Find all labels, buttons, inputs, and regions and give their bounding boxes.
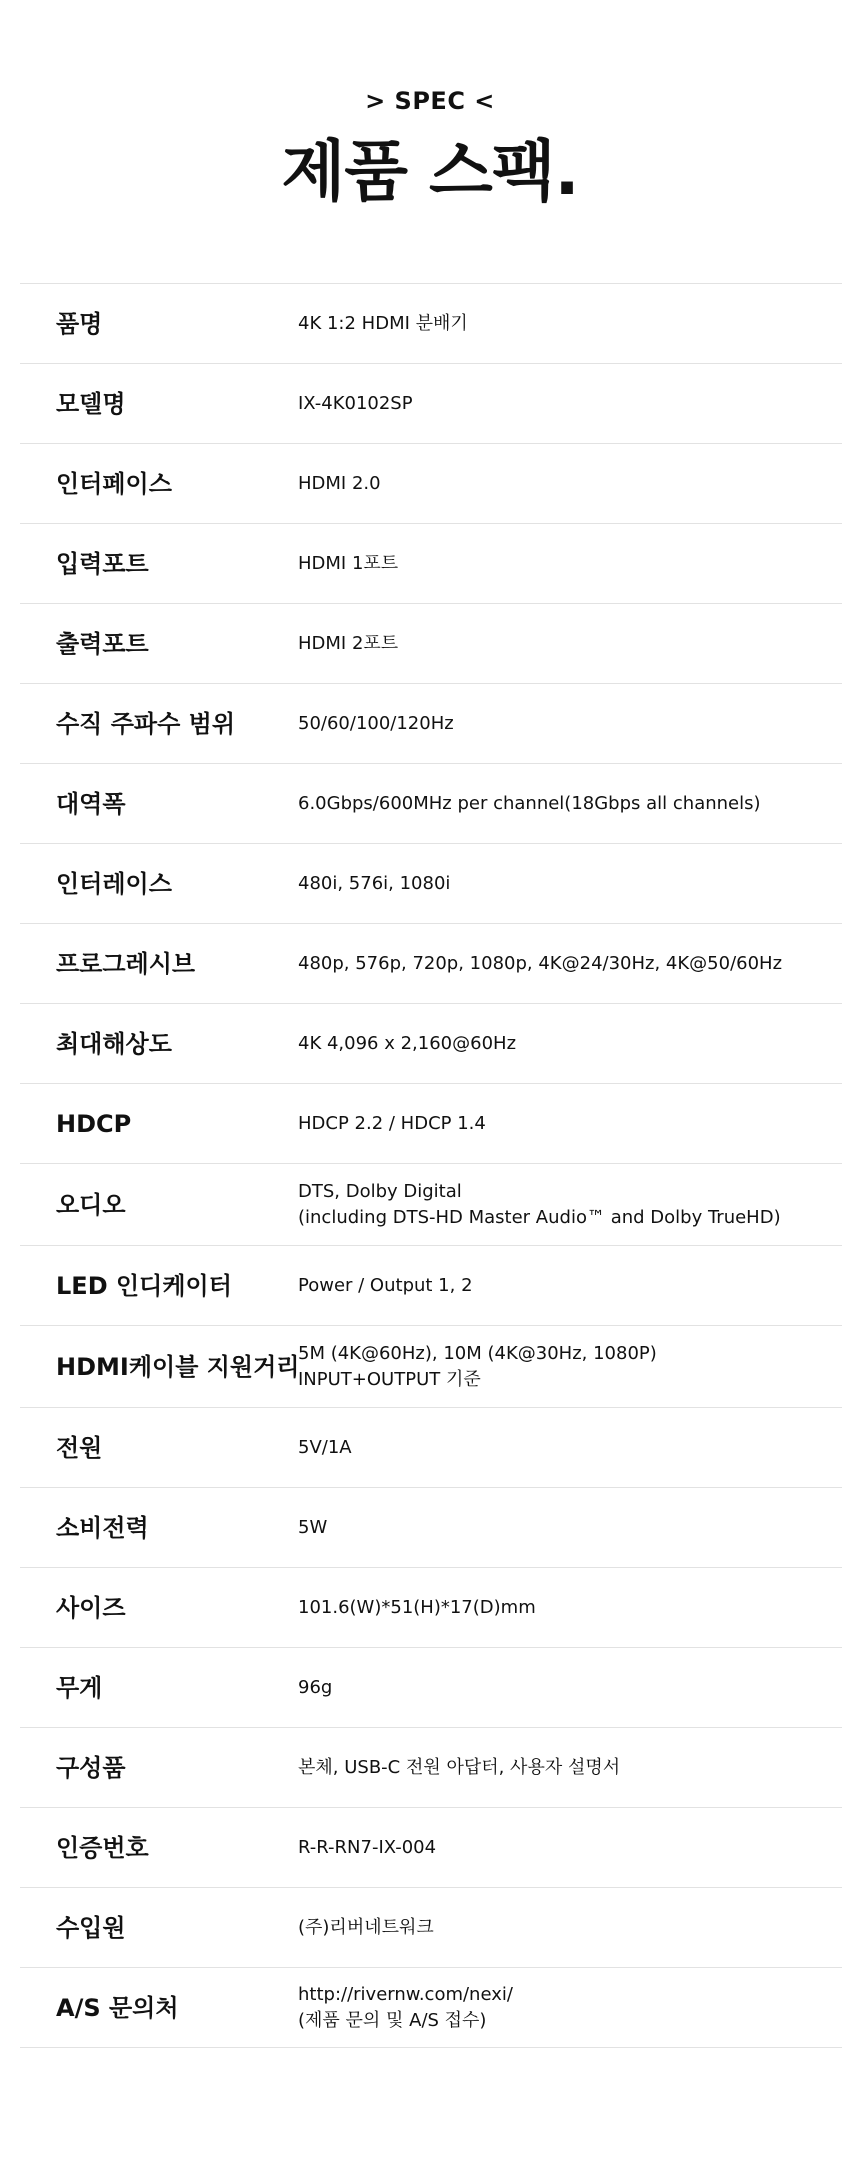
spec-value-line: DTS, Dolby Digital <box>298 1180 462 1202</box>
spec-value <box>298 1595 842 1621</box>
spec-label: 수입원 <box>56 1913 126 1942</box>
spec-value <box>298 1982 842 2034</box>
spec-value <box>298 1341 842 1393</box>
spec-label: LED 인디케이터 <box>56 1271 232 1300</box>
spec-label: 입력포트 <box>56 549 149 578</box>
spec-label: 구성품 <box>56 1753 126 1782</box>
spec-value <box>298 1835 842 1861</box>
spec-value-line: http://rivernw.com/nexi/ <box>298 1983 513 2005</box>
spec-value-line: INPUT+OUTPUT 기준 <box>298 1368 481 1390</box>
spec-row <box>20 1968 842 2048</box>
spec-row <box>20 604 842 684</box>
spec-row <box>20 1408 842 1488</box>
spec-label: 프로그레시브 <box>56 949 196 978</box>
spec-value-line: HDMI 2.0 <box>298 472 381 494</box>
spec-row <box>20 444 842 524</box>
spec-row <box>20 1888 842 1968</box>
spec-row <box>20 1164 842 1246</box>
spec-value-line: 5V/1A <box>298 1436 352 1458</box>
spec-label: 소비전력 <box>56 1513 149 1542</box>
spec-row <box>20 844 842 924</box>
spec-value <box>298 1111 842 1137</box>
spec-value <box>298 1515 842 1541</box>
spec-value-line: (주)리버네트워크 <box>298 1916 434 1938</box>
spec-value-line: HDCP 2.2 / HDCP 1.4 <box>298 1112 486 1134</box>
spec-table <box>20 283 842 2048</box>
spec-value-line: 96g <box>298 1676 333 1698</box>
spec-label: 전원 <box>56 1433 103 1462</box>
spec-row <box>20 924 842 1004</box>
spec-value <box>298 791 842 817</box>
spec-value-line: R-R-RN7-IX-004 <box>298 1836 437 1858</box>
spec-value <box>298 471 842 497</box>
spec-label: 모델명 <box>56 389 126 418</box>
spec-label: 인터페이스 <box>56 469 172 498</box>
spec-label: 품명 <box>56 309 103 338</box>
spec-row <box>20 1488 842 1568</box>
spec-row <box>20 284 842 364</box>
spec-label: 인터레이스 <box>56 869 172 898</box>
spec-row <box>20 684 842 764</box>
spec-label: 인증번호 <box>56 1833 149 1862</box>
spec-value <box>298 631 842 657</box>
spec-value <box>298 1031 842 1057</box>
section-eyebrow: > SPEC < <box>365 87 495 115</box>
spec-value <box>298 1915 842 1941</box>
spec-label: A/S 문의처 <box>56 1993 179 2022</box>
spec-label: 사이즈 <box>56 1593 126 1622</box>
spec-value-line: IX-4K0102SP <box>298 392 413 414</box>
spec-label: 출력포트 <box>56 629 149 658</box>
spec-value <box>298 711 842 737</box>
spec-value-line: Power / Output 1, 2 <box>298 1274 473 1296</box>
spec-row <box>20 524 842 604</box>
spec-value <box>298 1755 842 1781</box>
spec-row <box>20 1326 842 1408</box>
spec-row <box>20 764 842 844</box>
spec-value <box>298 1675 842 1701</box>
spec-value-line: 480i, 576i, 1080i <box>298 872 451 894</box>
spec-value-line: 101.6(W)*51(H)*17(D)mm <box>298 1596 536 1618</box>
spec-label: 수직 주파수 범위 <box>56 709 235 738</box>
spec-value-line: HDMI 2포트 <box>298 632 399 654</box>
spec-value-line: 4K 1:2 HDMI 분배기 <box>298 312 468 334</box>
spec-value-line: 50/60/100/120Hz <box>298 712 454 734</box>
spec-value-line: 5M (4K@60Hz), 10M (4K@30Hz, 1080P) <box>298 1342 657 1364</box>
spec-row <box>20 1568 842 1648</box>
spec-value-line: 4K 4,096 x 2,160@60Hz <box>298 1032 517 1054</box>
spec-value-line: 6.0Gbps/600MHz per channel(18Gbps all channels) <box>298 792 761 814</box>
spec-value <box>298 551 842 577</box>
spec-value-line: 본체, USB-C 전원 아답터, 사용자 설명서 <box>298 1756 621 1778</box>
spec-row <box>20 1084 842 1164</box>
spec-label: 오디오 <box>56 1190 126 1219</box>
spec-row <box>20 1004 842 1084</box>
spec-label: 무게 <box>56 1673 103 1702</box>
spec-value <box>298 1435 842 1461</box>
page-title: 제품 스팩. <box>281 133 579 210</box>
spec-value-line: (including DTS-HD Master Audio™ and Dolby TrueHD) <box>298 1206 781 1228</box>
spec-label: HDCP <box>56 1109 132 1138</box>
spec-value-line: 5W <box>298 1516 328 1538</box>
spec-value <box>298 951 842 977</box>
spec-row <box>20 1728 842 1808</box>
spec-label: HDMI케이블 지원거리 <box>56 1352 300 1381</box>
spec-row <box>20 1808 842 1888</box>
spec-row <box>20 1648 842 1728</box>
spec-label: 최대해상도 <box>56 1029 172 1058</box>
spec-value <box>298 1179 842 1231</box>
spec-value-line: 480p, 576p, 720p, 1080p, 4K@24/30Hz, 4K@50/60Hz <box>298 952 783 974</box>
spec-label: 대역폭 <box>56 789 126 818</box>
spec-row <box>20 1246 842 1326</box>
spec-row <box>20 364 842 444</box>
spec-value <box>298 391 842 417</box>
spec-value <box>298 871 842 897</box>
spec-value-line: (제품 문의 및 A/S 접수) <box>298 2009 487 2031</box>
spec-value-line: HDMI 1포트 <box>298 552 399 574</box>
spec-header <box>0 0 860 210</box>
spec-value <box>298 311 842 337</box>
spec-value <box>298 1273 842 1299</box>
